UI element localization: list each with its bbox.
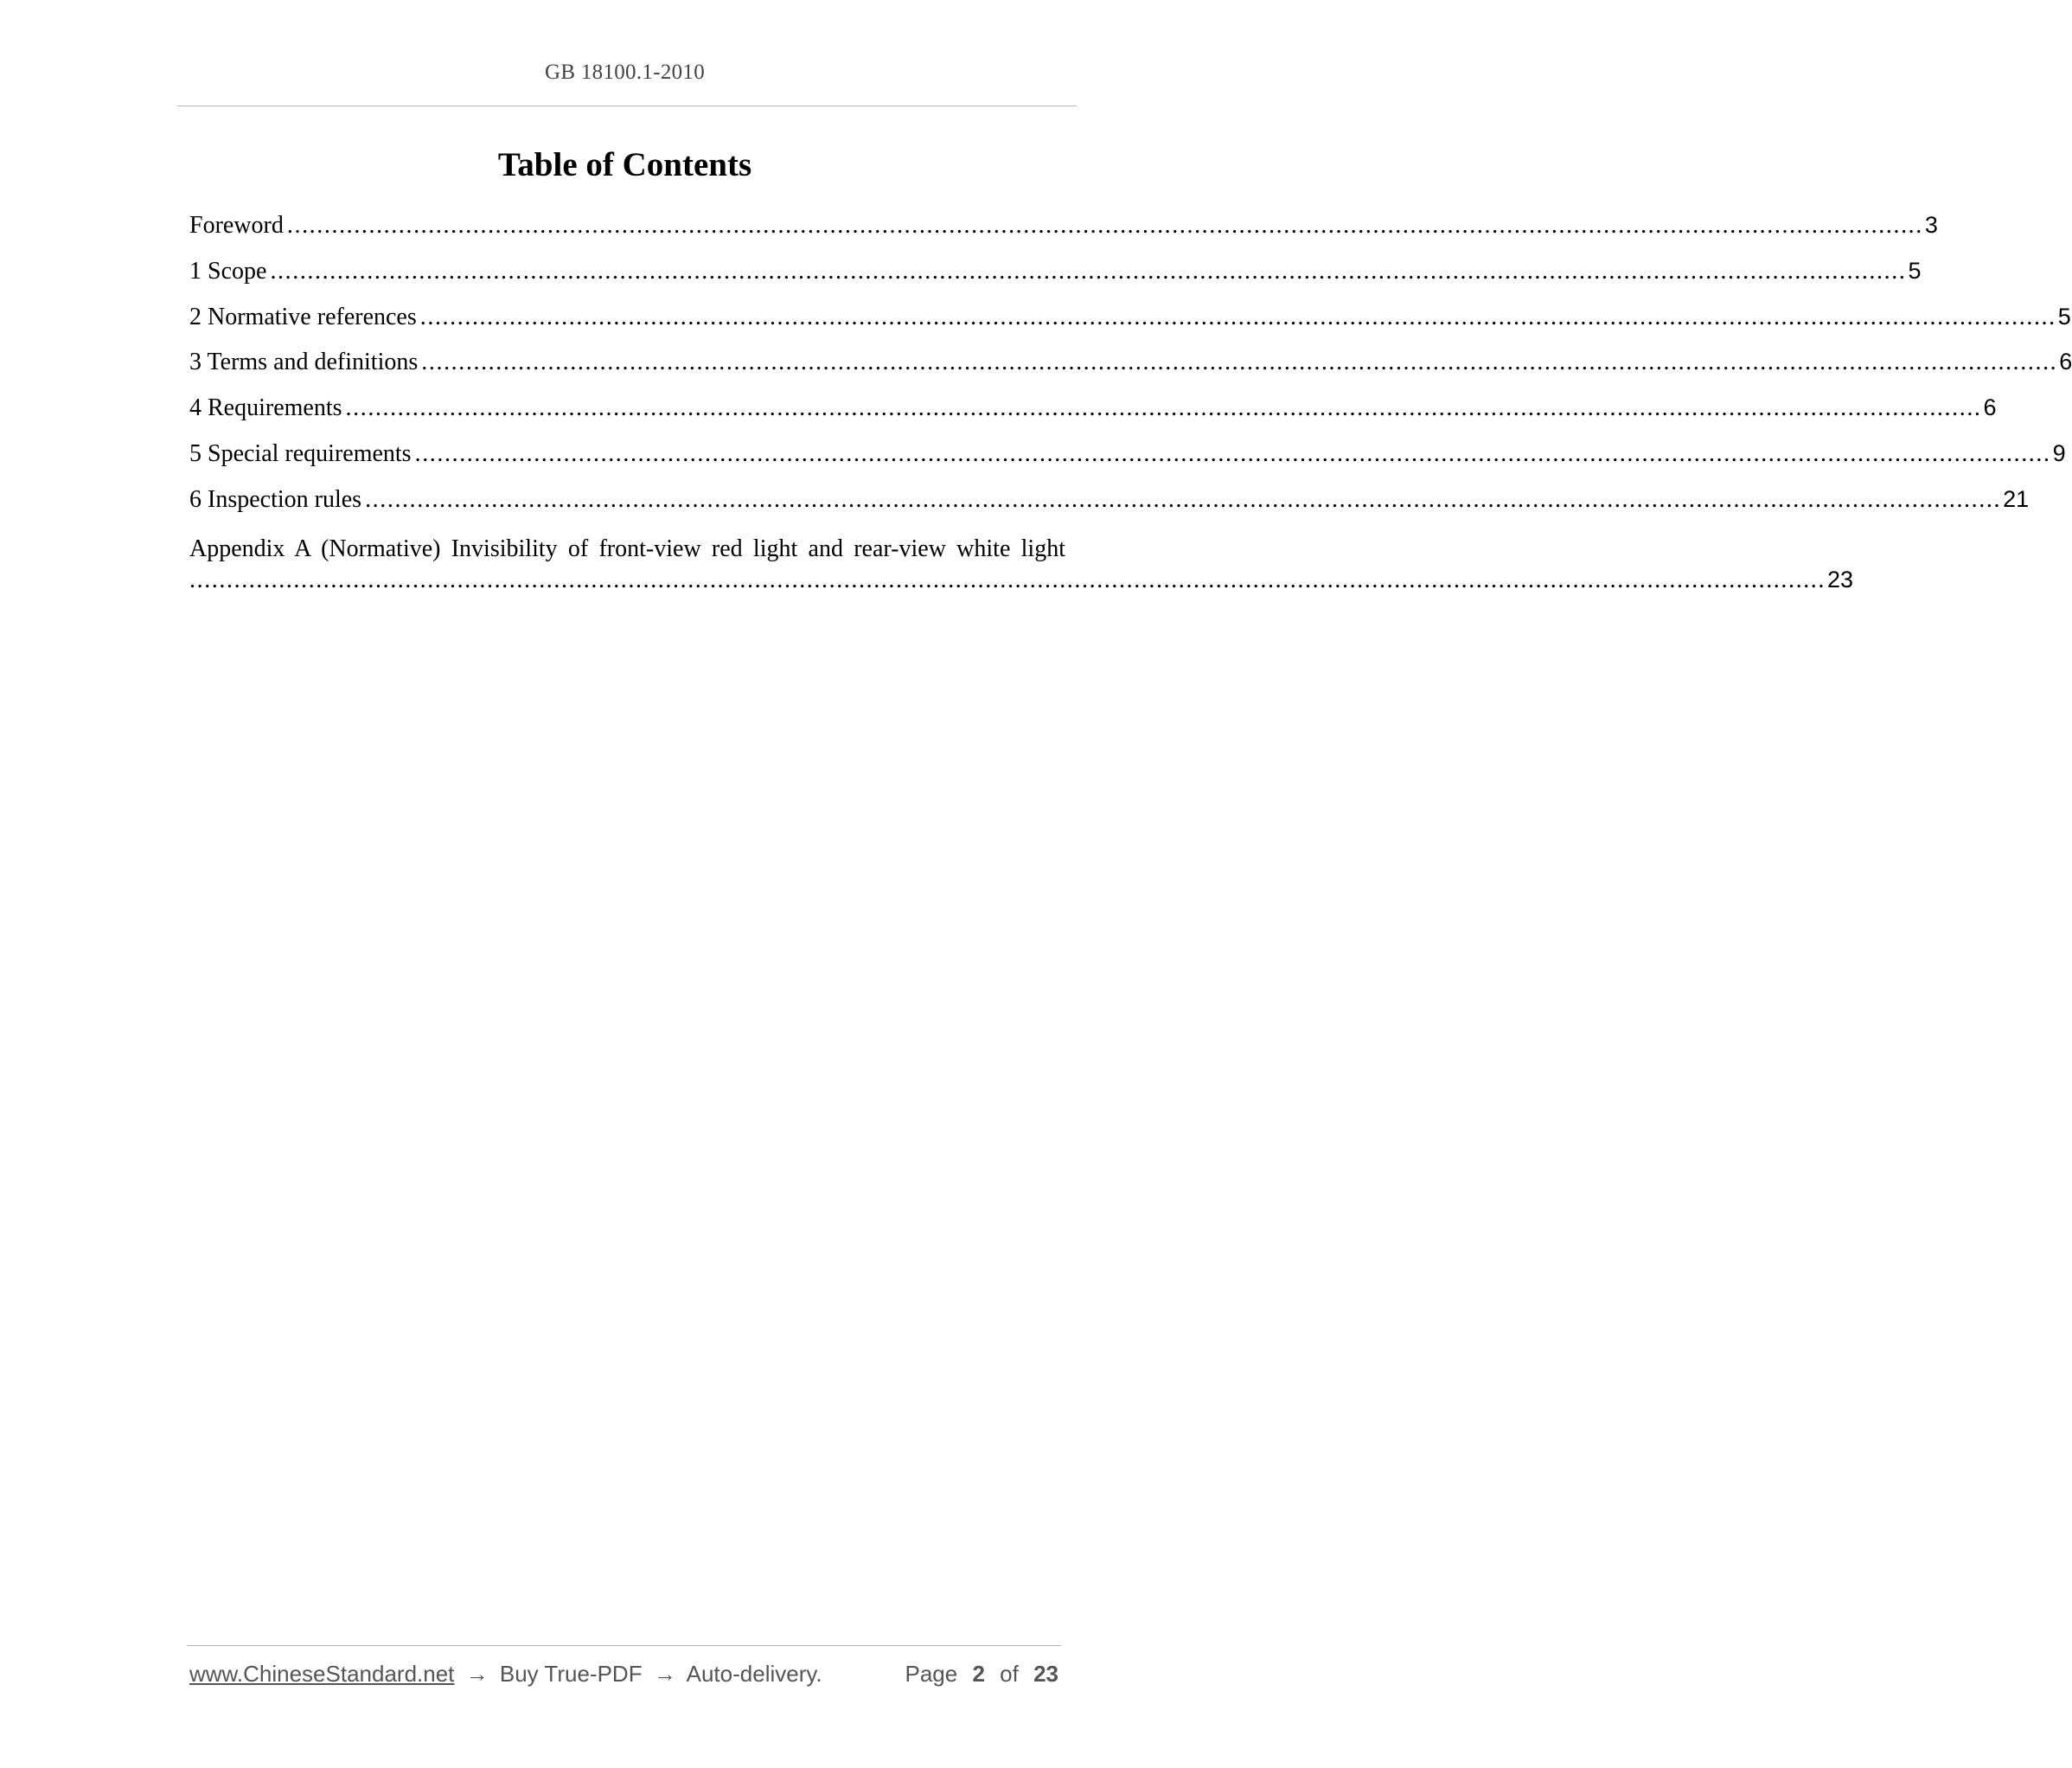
buy-text: Buy True-PDF [499,1661,643,1687]
table-of-contents [189,212,2072,601]
toc-entry-label: 1 Scope [189,257,267,285]
toc-entry-normative-references[interactable] [189,303,2071,349]
site-link[interactable]: www.ChineseStandard.net [189,1661,455,1687]
toc-entry-appendix-a[interactable] [189,532,1854,601]
footer-divider [187,1645,1061,1646]
arrow-right-icon: → [653,1661,676,1687]
toc-entry-label: 2 Normative references [189,303,417,330]
toc-leader-dots: ............................................................................................................................................................................................................................ [419,303,2056,330]
toc-leader-dots: ............................................................................................................................................................................................................................ [365,485,2002,513]
toc-entry-label: Foreword [189,212,284,239]
toc-entry-special-requirements[interactable] [189,439,2066,486]
toc-entry-label: 3 Terms and definitions [189,349,419,376]
toc-leader-dots: ............................................................................................................................................................................................................................ [286,212,1923,239]
page-footer [189,1661,1058,1688]
toc-entry-label: 5 Special requirements [189,439,412,467]
toc-entry-page: 5 [1908,257,1922,284]
page-title: Table of Contents [497,146,752,183]
toc-entry-requirements[interactable] [189,394,1997,440]
toc-entry-page: 5 [2057,303,2071,330]
toc-leader-dots: ............................................................................................................................................................................................................................ [421,349,2058,376]
toc-entry-inspection-rules[interactable] [189,485,2030,532]
toc-leader-dots: ............................................................................................................................................................................................................................ [270,257,1907,285]
toc-entry-page: 6 [1983,394,1997,421]
toc-entry-foreword[interactable] [189,212,1938,258]
toc-leader-dots: ............................................................................................................................................................................................................................ [414,439,2051,467]
current-page-number: 2 [972,1661,985,1687]
delivery-text: Auto-delivery. [686,1661,822,1687]
page-indicator [905,1661,1058,1688]
toc-entry-terms-definitions[interactable] [189,349,2072,394]
arrow-right-icon: → [465,1661,489,1687]
toc-leader-dots: ............................................................................................................................................................................................................................ [345,394,1982,422]
toc-entry-page: 21 [2003,485,2030,512]
toc-entry-page: 23 [1827,566,1854,593]
page-word: Page [905,1661,958,1687]
toc-entry-scope[interactable] [189,257,1922,304]
toc-entry-label: Appendix A (Normative) Invisibility of front-view red light and rear-view white light [189,535,1065,562]
toc-entry-page: 9 [2052,439,2066,466]
toc-entry-page: 3 [1924,212,1938,238]
total-pages-number: 23 [1033,1661,1058,1687]
toc-entry-label: 4 Requirements [189,394,342,422]
toc-leader-dots: ............................................................................................................................................................................................................................ [189,566,1826,593]
toc-entry-label: 6 Inspection rules [189,485,362,513]
footer-promo [189,1661,822,1688]
toc-entry-page: 6 [2059,349,2072,375]
document-code-header: GB 18100.1-2010 [544,61,706,84]
of-word: of [1000,1661,1019,1687]
